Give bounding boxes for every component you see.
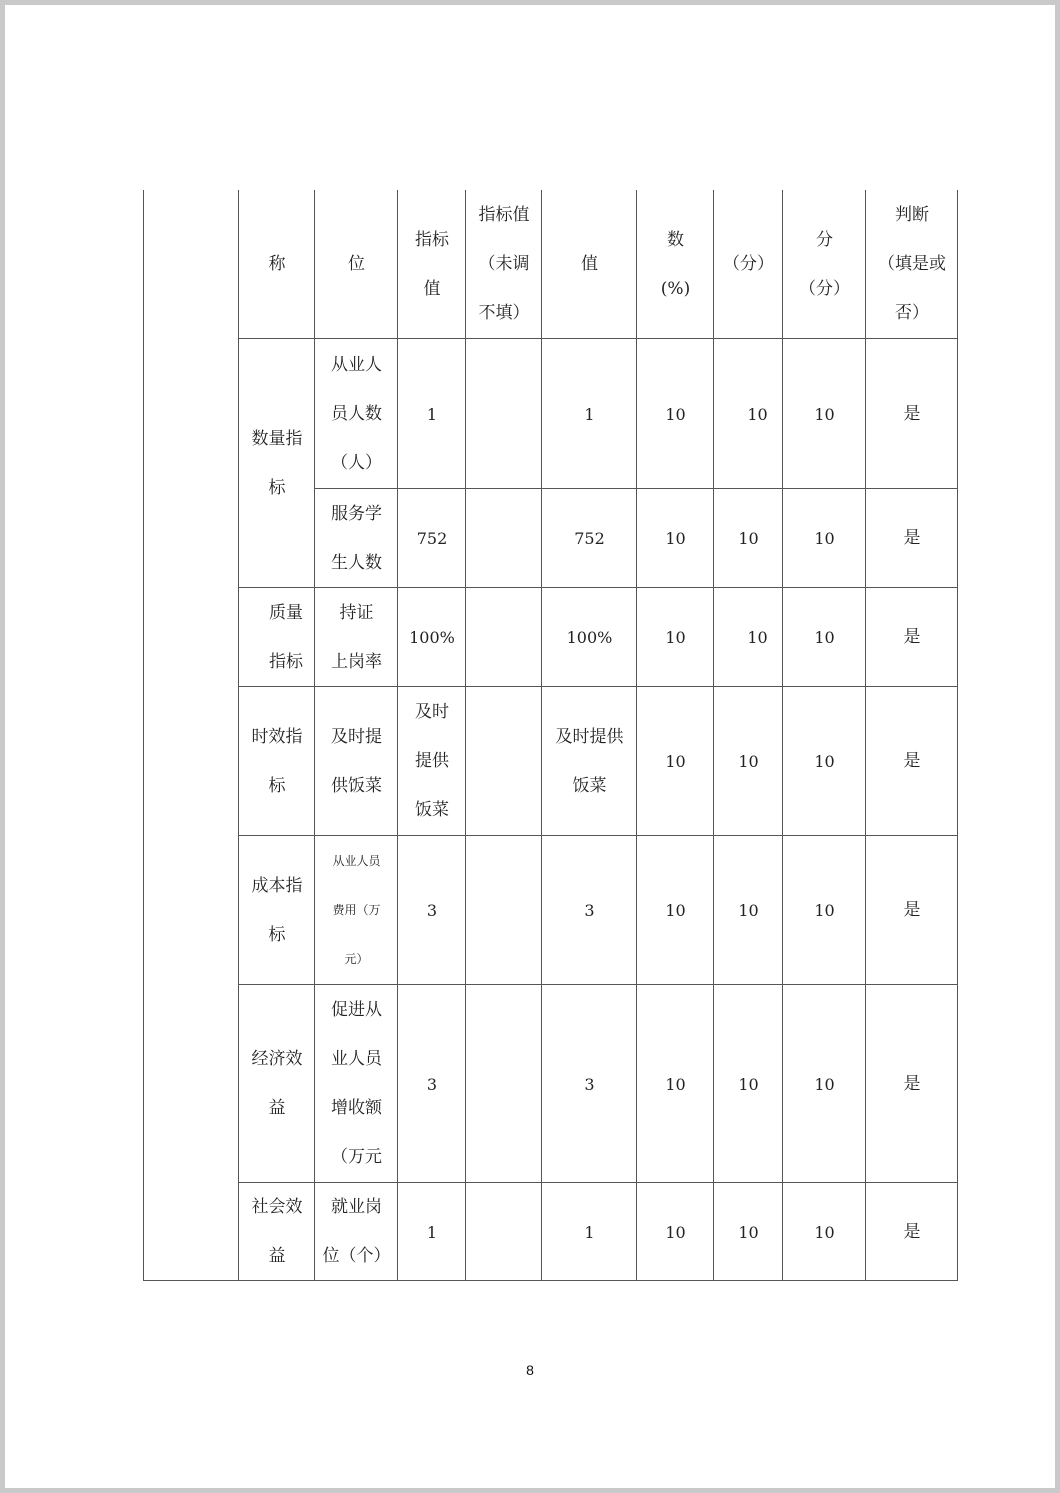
indicator-cell bbox=[238, 587, 315, 687]
item-text: 促进从 业人员 增收额 （万元 bbox=[331, 1000, 382, 1167]
self-score-cell bbox=[782, 587, 866, 687]
header-text: 分 （分） bbox=[799, 229, 850, 299]
header-text: 指标 值 bbox=[415, 229, 449, 299]
header-text: 指标值 （未调 不填） bbox=[478, 205, 530, 323]
achieved-cell bbox=[865, 1182, 958, 1281]
weight-cell bbox=[636, 338, 714, 489]
weight-cell bbox=[636, 1182, 714, 1281]
adjusted-target-cell bbox=[465, 587, 542, 687]
header-cell-adjusted-target bbox=[465, 190, 542, 339]
weight-cell bbox=[636, 835, 714, 985]
score-cell bbox=[713, 686, 783, 836]
actual-text: 3 bbox=[584, 1074, 595, 1094]
item-cell bbox=[314, 984, 398, 1183]
achieved-cell bbox=[865, 338, 958, 489]
indicator-cell-quantity bbox=[238, 338, 315, 588]
achieved-cell bbox=[865, 984, 958, 1183]
actual-text: 1 bbox=[584, 1222, 595, 1242]
annual-target-text: 100% bbox=[409, 628, 455, 647]
indicator-cell bbox=[238, 835, 315, 985]
score-cell bbox=[713, 587, 783, 687]
item-text: 从业人员 费用（万 元） bbox=[332, 854, 381, 966]
self-score-cell bbox=[782, 984, 866, 1183]
adjusted-target-cell bbox=[465, 984, 542, 1183]
weight-cell bbox=[636, 686, 714, 836]
item-text: 及时提 供饭菜 bbox=[331, 726, 382, 796]
header-text: 数 (%) bbox=[660, 229, 691, 299]
indicator-text: 质量 指标 bbox=[269, 602, 303, 672]
self-score-text: 10 bbox=[814, 901, 835, 920]
header-cell-actual bbox=[541, 190, 637, 339]
actual-cell bbox=[541, 338, 637, 489]
achieved-text: 是 bbox=[903, 900, 921, 920]
annual-target-text: 1 bbox=[426, 1222, 438, 1242]
annual-target-text: 3 bbox=[426, 1074, 438, 1094]
header-cell-item bbox=[314, 190, 398, 339]
adjusted-target-cell bbox=[465, 488, 542, 588]
annual-target-cell bbox=[397, 984, 466, 1183]
indicator-text: 数量指 标 bbox=[251, 428, 303, 498]
achieved-text: 是 bbox=[903, 627, 921, 647]
adjusted-target-cell bbox=[465, 835, 542, 985]
self-score-cell bbox=[782, 488, 866, 588]
score-cell bbox=[713, 984, 783, 1183]
self-score-text: 10 bbox=[814, 1074, 835, 1094]
indicator-text: 时效指 标 bbox=[251, 726, 303, 796]
header-text: 判断 （填是或 否） bbox=[878, 205, 946, 323]
indicator-cell bbox=[238, 984, 315, 1183]
weight-text: 10 bbox=[665, 1222, 686, 1242]
annual-target-text: 1 bbox=[426, 404, 438, 424]
indicator-cell bbox=[238, 1182, 315, 1281]
item-cell bbox=[314, 686, 398, 836]
achieved-text: 是 bbox=[903, 1221, 921, 1242]
score-text: 10 bbox=[738, 529, 759, 548]
actual-cell bbox=[541, 835, 637, 985]
indicator-cell bbox=[238, 686, 315, 836]
self-score-text: 10 bbox=[814, 529, 835, 548]
self-score-cell bbox=[782, 835, 866, 985]
item-cell bbox=[314, 488, 398, 588]
self-score-cell bbox=[782, 338, 866, 489]
item-text: 服务学 生人数 bbox=[331, 503, 382, 573]
weight-text: 10 bbox=[665, 752, 686, 771]
actual-text: 100% bbox=[566, 628, 613, 647]
annual-target-cell bbox=[397, 338, 466, 489]
annual-target-cell bbox=[397, 488, 466, 588]
score-text: 10 bbox=[747, 628, 768, 647]
weight-text: 10 bbox=[665, 529, 686, 548]
weight-text: 10 bbox=[665, 628, 686, 647]
score-cell bbox=[713, 338, 783, 489]
achieved-text: 是 bbox=[903, 403, 921, 424]
header-cell-annual-target bbox=[397, 190, 466, 339]
header-text: 值 bbox=[581, 254, 598, 274]
adjusted-target-cell bbox=[465, 338, 542, 489]
annual-target-cell bbox=[397, 1182, 466, 1281]
actual-cell bbox=[541, 686, 637, 836]
achieved-text: 是 bbox=[903, 528, 921, 548]
item-text: 持证 上岗率 bbox=[331, 602, 382, 672]
annual-target-text: 752 bbox=[416, 529, 448, 548]
adjusted-target-cell bbox=[465, 686, 542, 836]
weight-cell bbox=[636, 984, 714, 1183]
indicator-text: 成本指 标 bbox=[251, 875, 303, 945]
annual-target-cell bbox=[397, 835, 466, 985]
actual-text: 1 bbox=[584, 404, 595, 424]
score-text: 10 bbox=[738, 752, 759, 771]
self-score-cell bbox=[782, 1182, 866, 1281]
weight-cell bbox=[636, 587, 714, 687]
item-cell bbox=[314, 338, 398, 489]
achieved-cell bbox=[865, 587, 958, 687]
annual-target-text: 3 bbox=[426, 901, 438, 920]
self-score-text: 10 bbox=[814, 1222, 835, 1242]
actual-text: 3 bbox=[584, 901, 595, 920]
actual-cell bbox=[541, 1182, 637, 1281]
item-text: 就业岗 位（个） bbox=[322, 1197, 391, 1266]
score-cell bbox=[713, 1182, 783, 1281]
item-cell bbox=[314, 835, 398, 985]
score-cell bbox=[713, 488, 783, 588]
score-text: 10 bbox=[738, 1074, 759, 1094]
score-text: 10 bbox=[738, 901, 759, 920]
achieved-cell bbox=[865, 835, 958, 985]
actual-cell bbox=[541, 488, 637, 588]
table-bottom-border bbox=[143, 1280, 958, 1281]
achieved-text: 是 bbox=[903, 1073, 921, 1094]
self-score-text: 10 bbox=[814, 628, 835, 647]
indicator-text: 社会效 益 bbox=[251, 1197, 303, 1266]
actual-text: 及时提供 饭菜 bbox=[555, 726, 624, 796]
actual-cell bbox=[541, 984, 637, 1183]
indicator-text: 经济效 益 bbox=[251, 1049, 303, 1118]
actual-text: 752 bbox=[574, 529, 605, 548]
annual-target-cell bbox=[397, 686, 466, 836]
item-cell bbox=[314, 1182, 398, 1281]
self-score-cell bbox=[782, 686, 866, 836]
achieved-text: 是 bbox=[903, 751, 921, 771]
weight-text: 10 bbox=[665, 404, 686, 424]
item-text: 从业人 员人数 （人） bbox=[331, 354, 382, 473]
page-number: 8 bbox=[526, 1362, 534, 1378]
self-score-text: 10 bbox=[814, 404, 835, 424]
annual-target-text: 及时 提供 饭菜 bbox=[415, 702, 449, 820]
header-text: 位 bbox=[348, 254, 365, 274]
score-text: 10 bbox=[747, 404, 768, 424]
header-cell-score bbox=[713, 190, 783, 339]
header-text: 称 bbox=[268, 254, 286, 274]
adjusted-target-cell bbox=[465, 1182, 542, 1281]
weight-text: 10 bbox=[665, 901, 686, 920]
score-text: 10 bbox=[738, 1222, 759, 1242]
header-cell-weight bbox=[636, 190, 714, 339]
header-text: （分） bbox=[723, 254, 774, 274]
header-cell-indicator bbox=[238, 190, 315, 339]
table-outer-left-border bbox=[143, 190, 144, 1281]
table-right-border bbox=[957, 190, 958, 1281]
header-cell-achieved bbox=[865, 190, 958, 339]
annual-target-cell bbox=[397, 587, 466, 687]
weight-text: 10 bbox=[665, 1074, 686, 1094]
actual-cell bbox=[541, 587, 637, 687]
weight-cell bbox=[636, 488, 714, 588]
item-cell bbox=[314, 587, 398, 687]
achieved-cell bbox=[865, 488, 958, 588]
header-cell-self-score bbox=[782, 190, 866, 339]
score-cell bbox=[713, 835, 783, 985]
self-score-text: 10 bbox=[814, 752, 835, 771]
achieved-cell bbox=[865, 686, 958, 836]
